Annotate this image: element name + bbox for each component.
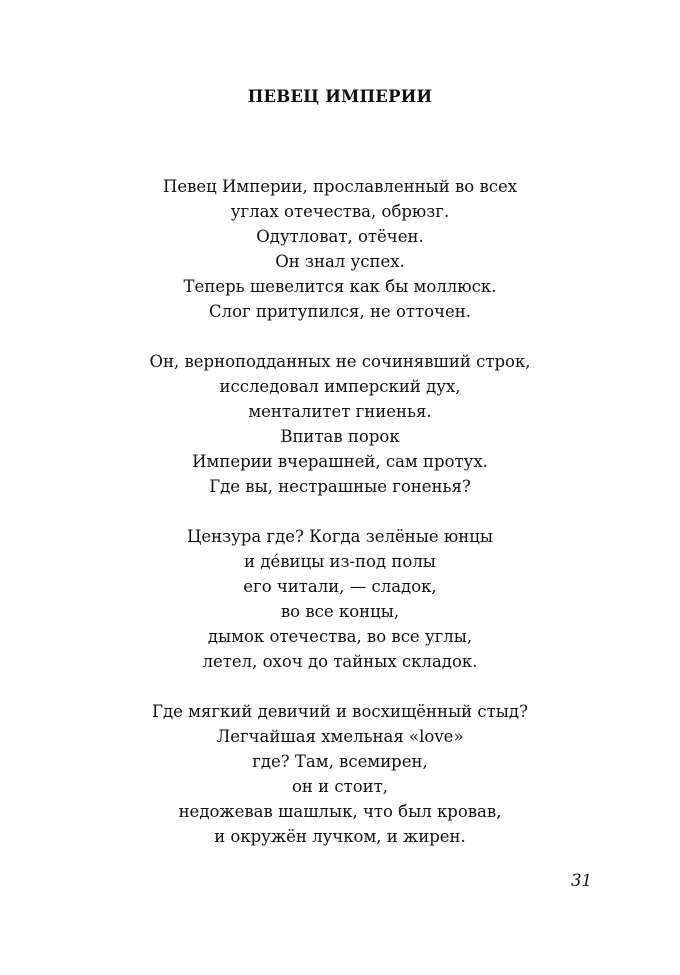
poem-line: где? Там, всемирен, bbox=[252, 752, 428, 771]
poem-line: Цензура где? Когда зелёные юнцы bbox=[186, 527, 493, 546]
stanza bbox=[0, 699, 680, 849]
poem-line: менталитет гниенья. bbox=[248, 402, 432, 421]
poem-line: Где мягкий девичий и восхищённый стыд? bbox=[152, 702, 528, 721]
poem-line: исследовал имперский дух, bbox=[219, 377, 461, 396]
stanza bbox=[0, 524, 680, 674]
poem-line: Одутловат, отёчен. bbox=[256, 227, 424, 246]
poem-line: и де́вицы из-под полы bbox=[244, 552, 436, 571]
poem-line: Легчайшая хмельная «love» bbox=[216, 727, 464, 746]
poem-body bbox=[0, 174, 680, 874]
page-number: 31 bbox=[571, 871, 592, 890]
poem-line: Он, верноподданных не сочинявший строк, bbox=[149, 352, 531, 371]
poem-line: дымок отечества, во все углы, bbox=[207, 627, 473, 646]
poem-line: его читали, — сладок, bbox=[243, 577, 437, 596]
poem-line: недожевав шашлык, что был кровав, bbox=[178, 802, 502, 821]
stanza bbox=[0, 349, 680, 499]
poem-line: Он знал успех. bbox=[275, 252, 405, 271]
poem-line: углах отечества, обрюзг. bbox=[230, 202, 450, 221]
poem-line: и окружён лучком, и жирен. bbox=[214, 827, 466, 846]
stanza bbox=[0, 174, 680, 324]
poem-line: Впитав порок bbox=[280, 427, 400, 446]
poem-line: он и стоит, bbox=[291, 777, 389, 796]
poem-line: Где вы, нестрашные гоненья? bbox=[209, 477, 471, 496]
poem-line: Теперь шевелится как бы моллюск. bbox=[183, 277, 497, 296]
poem-line: Слог притупился, не отточен. bbox=[209, 302, 471, 321]
poem-line: летел, охоч до тайных складок. bbox=[202, 652, 478, 671]
poem-title: ПЕВЕЦ ИМПЕРИИ bbox=[247, 87, 433, 106]
poem-line: Империи вчерашней, сам протух. bbox=[192, 452, 488, 471]
poem-line: Певец Империи, прославленный во всех bbox=[162, 177, 518, 196]
poem-line: во все концы, bbox=[280, 602, 400, 621]
